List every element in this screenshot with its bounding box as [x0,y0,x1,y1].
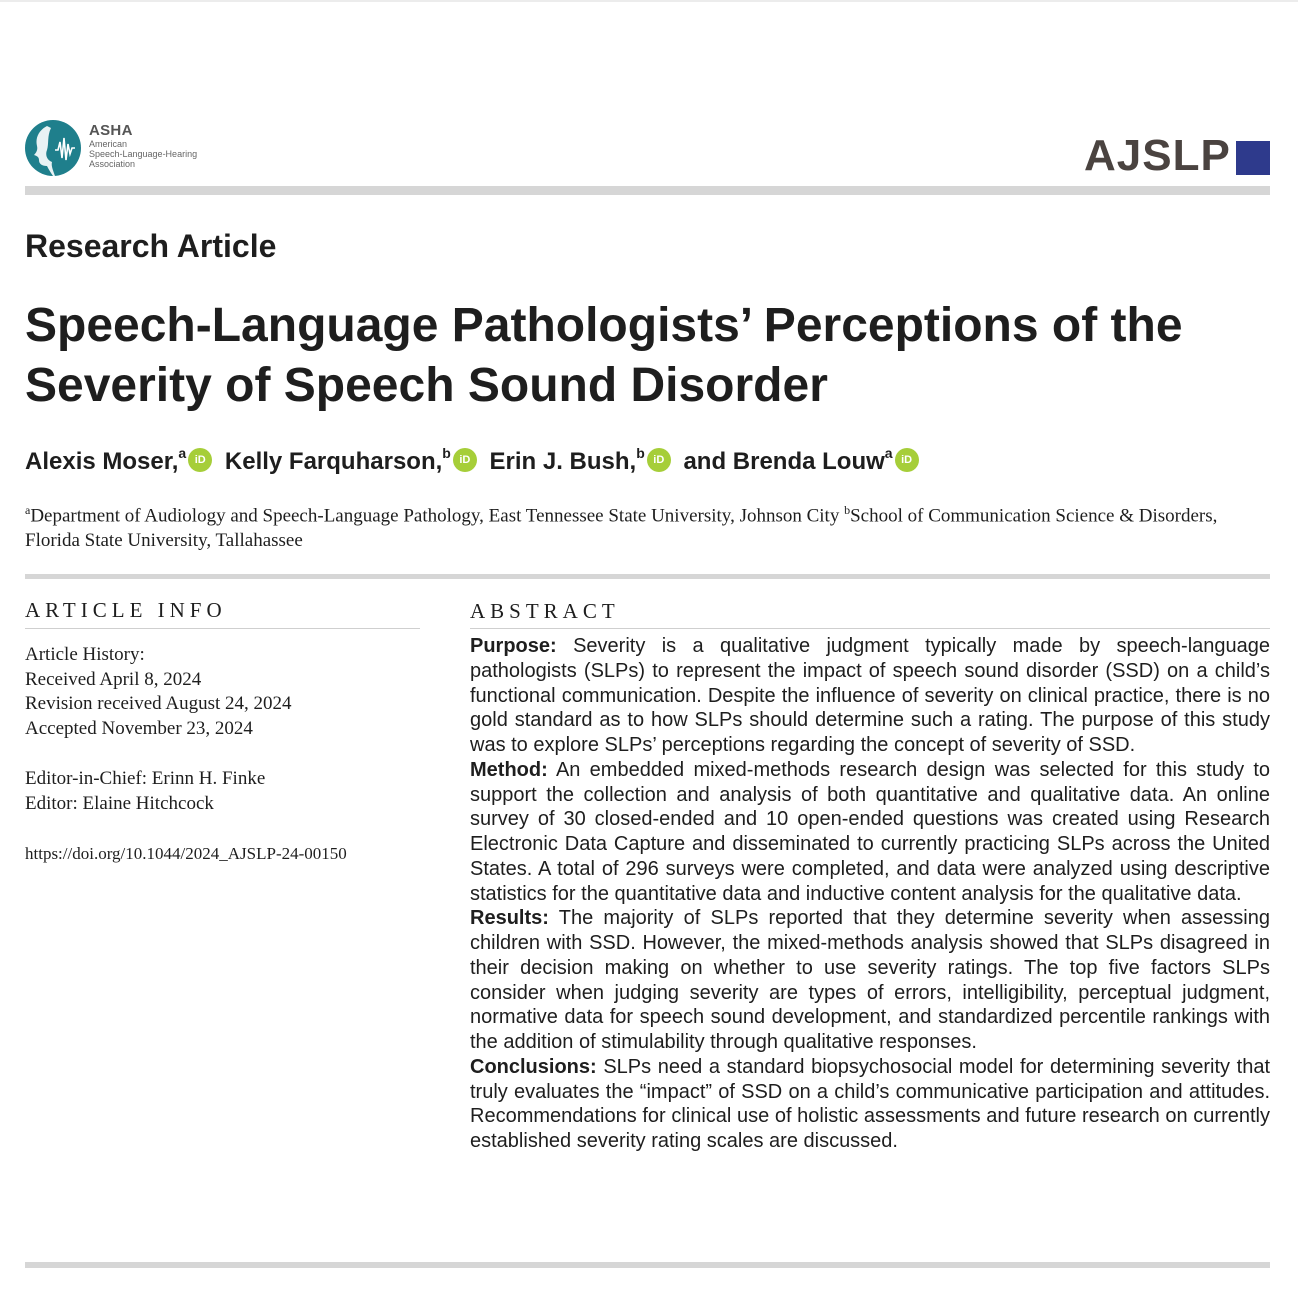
top-border [0,0,1298,2]
section-label: Purpose: [470,635,557,657]
asha-sub-line: Association [89,159,136,169]
journal-brand-square [1236,141,1270,175]
section-text: An embedded mixed-methods research design was selected for this study to support the collection and analysis of both quantitative and qualitative data. An online survey of 30 closed-ended and 10 open-ended questions was created using Research Electronic Data Capture and disseminated to currently practicing SLPs across the United States. A total of 296 surveys were completed, and data were analyzed using descriptive statistics for the quantitative data and inductive content analysis for the qualitative data. [470,758,1271,905]
affiliation-mark: a [25,503,31,517]
abstract-purpose [470,634,1270,758]
author-list [25,437,925,480]
author-affiliation-mark: a [178,445,187,461]
abstract-rule [470,628,1270,629]
section-text: SLPs need a standard biopsychosocial model for determining severity that truly evaluates the “impact” of SSD on a child’s communicative participation and attitudes. Recommendations for clinical use of holistic assessments and future research on currently established severity rating scales are discussed. [470,1055,1271,1152]
editor-line: Editor-in-Chief: Erinn H. Finke [25,768,266,789]
author-name: Alexis Moser, [25,448,179,475]
section-label: Results: [470,907,549,930]
affiliation-mark: b [844,503,851,517]
abstract-conclusions [470,1055,1270,1154]
section-text: The majority of SLPs reported that they determine severity when assessing children with SSD. However, the mixed-methods analysis showed that SLPs disagreed in their decision making on whether to use severity ratings. The top five factors SLPs consider when judging severity are types of errors, intelligibility, perceptual judgment, normative data for speech sound development, and standardized percentile rankings with the addition of stimulability through qualitative responses. [470,907,1270,1053]
abstract-heading: ABSTRACT [470,599,620,623]
section-text: Severity is a qualitative judgment typically made by speech-language pathologists (SLPs) to represent the impact of speech sound disorder (SSD) on a child’s functional communication. Despite the influence of severity on clinical practice, there is no gold standard as to how SLPs should determine such a rating. The purpose of this study was to explore SLPs’ perceptions regarding the concept of severity of SSD. [470,635,1271,756]
affiliations [25,498,1275,553]
header-rule [25,186,1270,195]
orcid-icon[interactable]: iD [188,448,212,472]
section-label: Conclusions: [470,1055,597,1078]
section-rule [25,574,1270,579]
affiliation-b: School of Communication Science & Disorders, Florida State University, Tallahassee [25,505,1218,552]
editors [25,767,265,816]
asha-wordmark [89,123,197,169]
author-name: Kelly Farquharson, [224,448,443,475]
asha-logo-icon [25,120,81,176]
author-affiliation-mark: a [884,445,893,461]
orcid-icon[interactable]: iD [647,448,671,472]
author-name: and Brenda Louw [683,448,885,475]
article-info-rule [25,628,420,629]
footer-rule [25,1262,1270,1268]
asha-sub-line: Speech-Language-Hearing [89,149,198,159]
author-name: Erin J. Bush, [489,448,637,475]
journal-name: AJSLP [1084,131,1231,180]
article-history [25,643,292,742]
history-line: Article History: [25,644,145,665]
editor-line: Editor: Elaine Hitchcock [25,792,214,814]
doi-link[interactable]: https://doi.org/10.1044/2024_AJSLP-24-00150 [25,844,347,863]
abstract-method [470,758,1270,907]
article-info-heading: ARTICLE INFO [25,598,227,622]
author-affiliation-mark: b [636,445,645,461]
article-type: Research Article [25,228,277,264]
history-line: Accepted November 23, 2024 [25,718,253,740]
abstract-results [470,906,1270,1055]
asha-name: ASHA [89,122,133,139]
orcid-icon[interactable]: iD [895,448,919,472]
asha-sub-line: American [89,139,128,149]
history-line: Revision received August 24, 2024 [25,693,292,715]
author-affiliation-mark: b [442,445,451,461]
orcid-icon[interactable]: iD [453,448,477,472]
history-line: Received April 8, 2024 [25,668,202,690]
paper-title: Speech-Language Pathologists’ Perceptions of the Severity of Speech Sound Disorder [25,299,1183,412]
section-label: Method: [470,758,548,781]
abstract-body [470,634,1270,1154]
affiliation-a: Department of Audiology and Speech-Language Pathology, East Tennessee State University, Johnson City [30,505,840,527]
